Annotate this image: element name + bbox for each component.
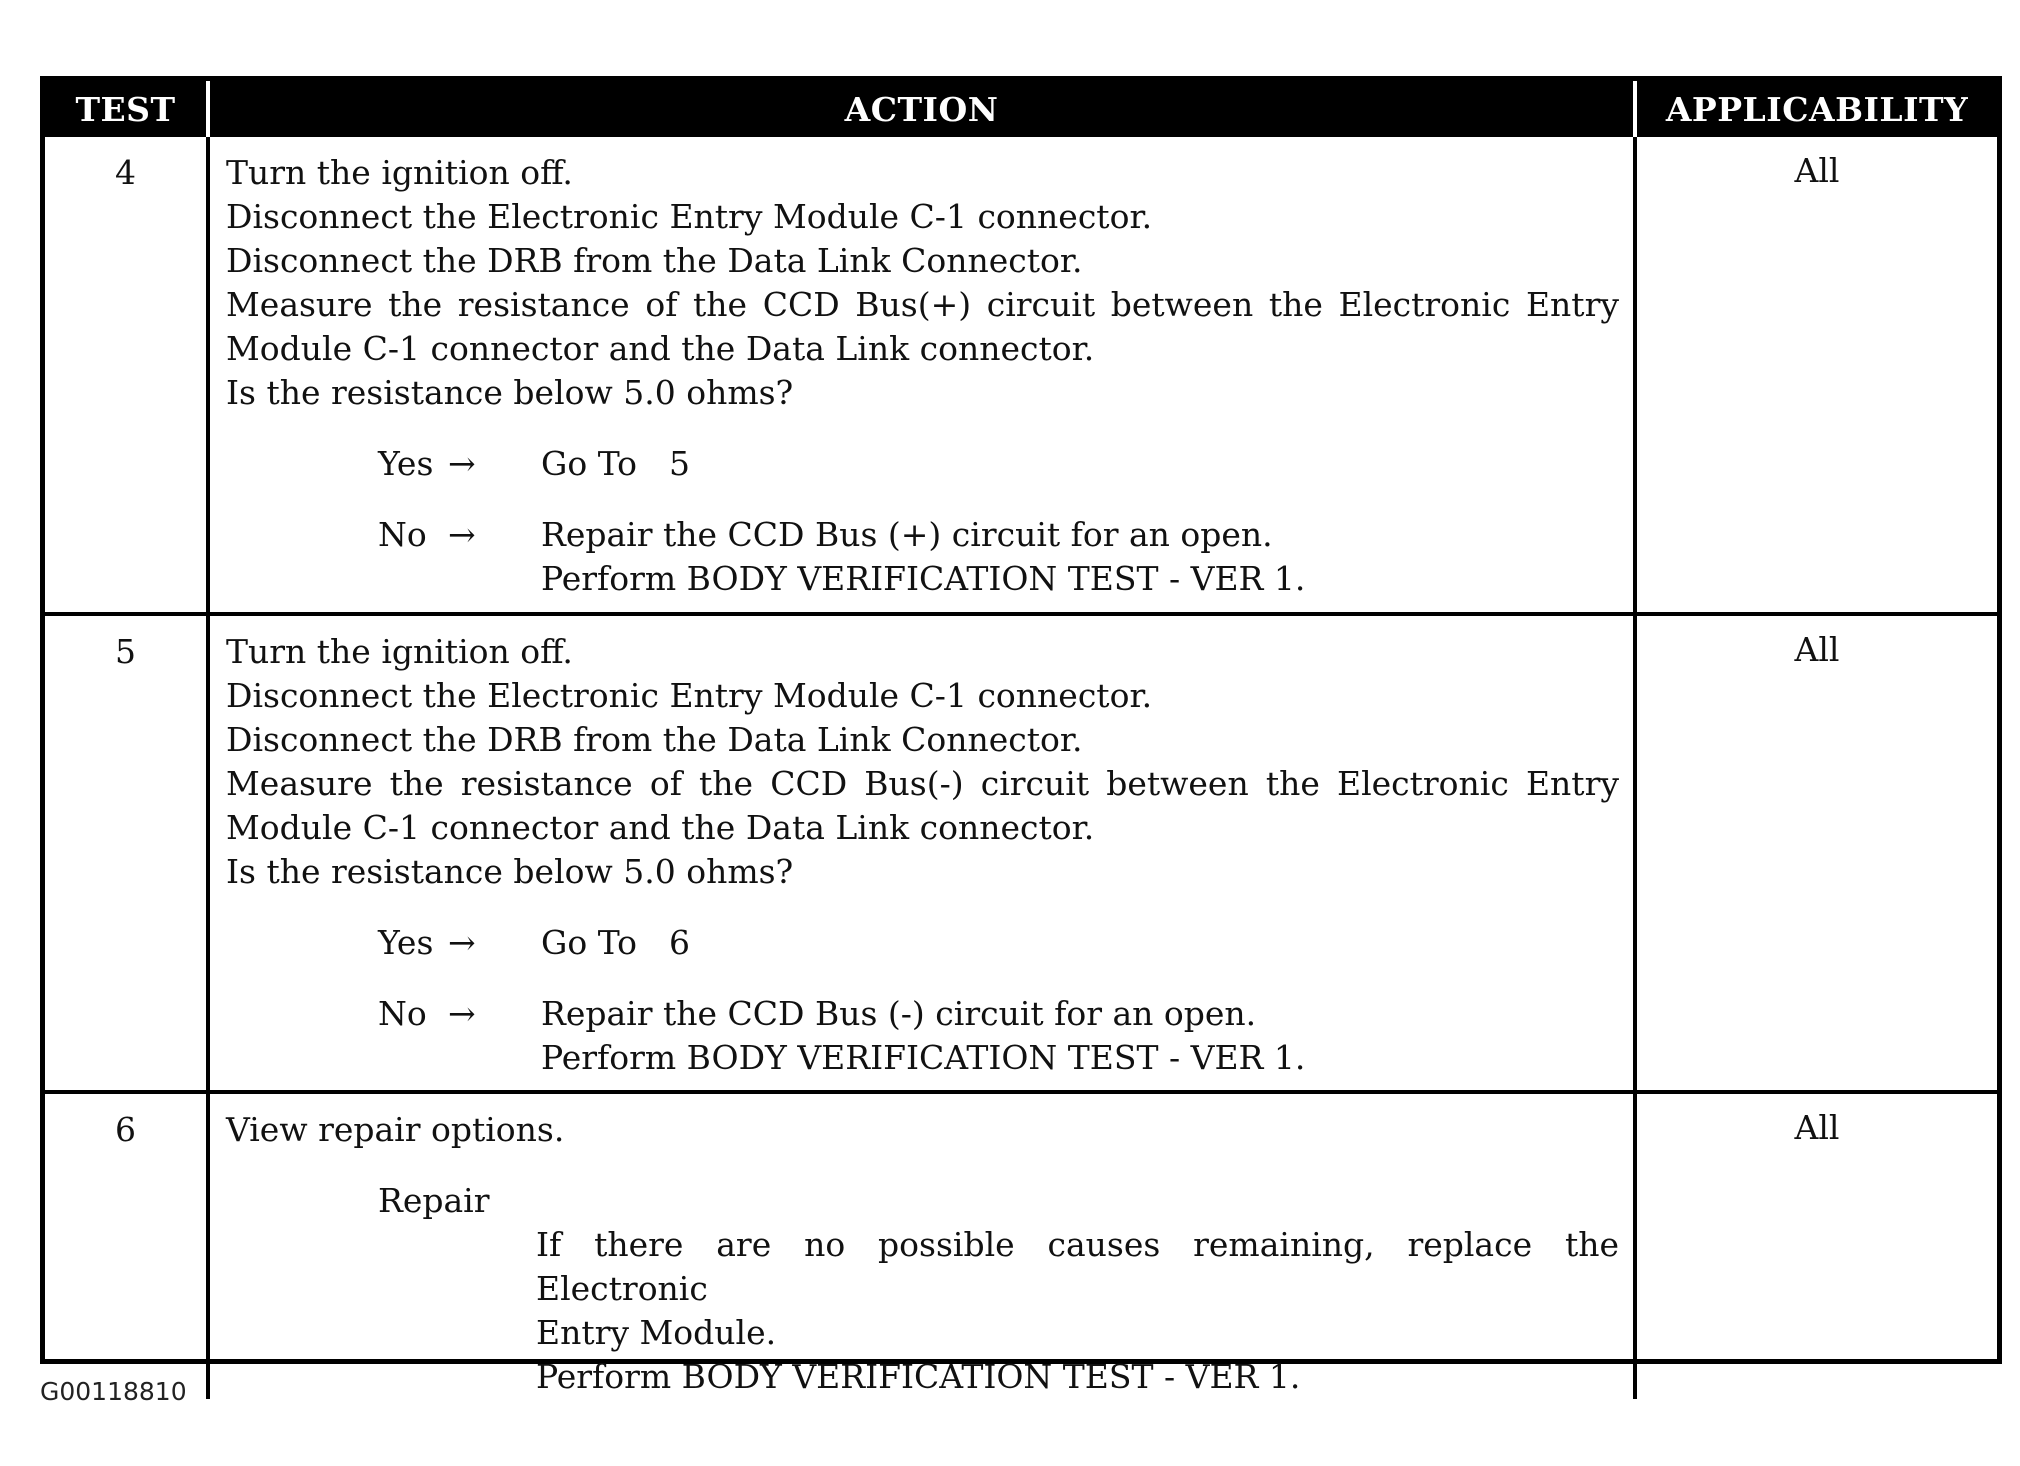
arrow-right-icon: → — [448, 515, 476, 554]
arrow-right-icon: → — [448, 444, 476, 483]
action-line: View repair options. — [226, 1110, 565, 1149]
arrow-right-icon: → — [448, 923, 476, 962]
action-line: Turn the ignition off. — [226, 632, 573, 671]
test-number: 4 — [115, 153, 136, 192]
action-line: Disconnect the Electronic Entry Module C-1 connector. — [226, 676, 1153, 715]
action-line: Disconnect the DRB from the Data Link Connector. — [226, 241, 1083, 280]
no-line: Repair the CCD Bus (-) circuit for an open. — [541, 994, 1257, 1033]
goto-target: 6 — [669, 923, 691, 962]
diagnostic-test-table — [45, 81, 1997, 1399]
no-line: Repair the CCD Bus (+) circuit for an open. — [541, 515, 1273, 554]
applicability-value: All — [1635, 137, 1997, 614]
no-label: No — [378, 515, 427, 554]
test-number: 5 — [45, 614, 208, 1092]
action-cell — [208, 137, 1635, 614]
repair-line: Entry Module. — [536, 1313, 777, 1352]
action-line: Turn the ignition off. — [226, 153, 573, 192]
applicability-value: All — [1635, 614, 1997, 1092]
no-option — [378, 513, 1619, 601]
no-text — [541, 513, 1305, 601]
action-line: Disconnect the DRB from the Data Link Connector. — [226, 720, 1083, 759]
test-number: 6 — [45, 1092, 208, 1399]
action-cell — [208, 1092, 1635, 1399]
action-line: Is the resistance below 5.0 ohms? — [226, 373, 794, 412]
action-line: Is the resistance below 5.0 ohms? — [226, 852, 794, 891]
yes-option — [378, 442, 1619, 486]
goto-target: 5 — [669, 444, 691, 483]
header-applicability: APPLICABILITY — [1635, 81, 1997, 137]
goto-text: Go To — [541, 923, 638, 962]
yes-option — [378, 921, 1619, 965]
action-line: Disconnect the Electronic Entry Module C-1 connector. — [226, 197, 1153, 236]
yes-text — [541, 921, 690, 965]
repair-line: If there are no possible causes remaining, replace the Electronic — [536, 1225, 1619, 1308]
action-line: Module C-1 connector and the Data Link connector. — [226, 329, 1095, 368]
no-option — [378, 992, 1619, 1080]
header-action: ACTION — [208, 81, 1635, 137]
table-header-row — [45, 81, 1997, 137]
no-line: Perform BODY VERIFICATION TEST - VER 1. — [541, 1038, 1306, 1077]
yes-label: Yes — [378, 444, 434, 483]
no-line: Perform BODY VERIFICATION TEST - VER 1. — [541, 559, 1306, 598]
action-cell — [208, 614, 1635, 1092]
arrow-right-icon: → — [448, 994, 476, 1033]
repair-line: Perform BODY VERIFICATION TEST - VER 1. — [536, 1357, 1301, 1396]
action-line: Module C-1 connector and the Data Link connector. — [226, 808, 1095, 847]
action-line: Measure the resistance of the CCD Bus(+) circuit between the Electronic Entry — [226, 285, 1619, 324]
yes-text — [541, 442, 690, 486]
applicability-value: All — [1635, 1092, 1997, 1399]
repair-body — [536, 1223, 1619, 1399]
goto-text: Go To — [541, 444, 638, 483]
table-row — [45, 1092, 1997, 1399]
no-label: No — [378, 994, 427, 1033]
yes-label: Yes — [378, 923, 434, 962]
header-test: TEST — [45, 81, 208, 137]
repair-label: Repair — [378, 1181, 490, 1220]
no-text — [541, 992, 1305, 1080]
table-row — [45, 614, 1997, 1092]
table-row — [45, 137, 1997, 614]
figure-id: G00118810 — [40, 1377, 187, 1406]
action-line: Measure the resistance of the CCD Bus(-) circuit between the Electronic Entry — [226, 764, 1619, 803]
